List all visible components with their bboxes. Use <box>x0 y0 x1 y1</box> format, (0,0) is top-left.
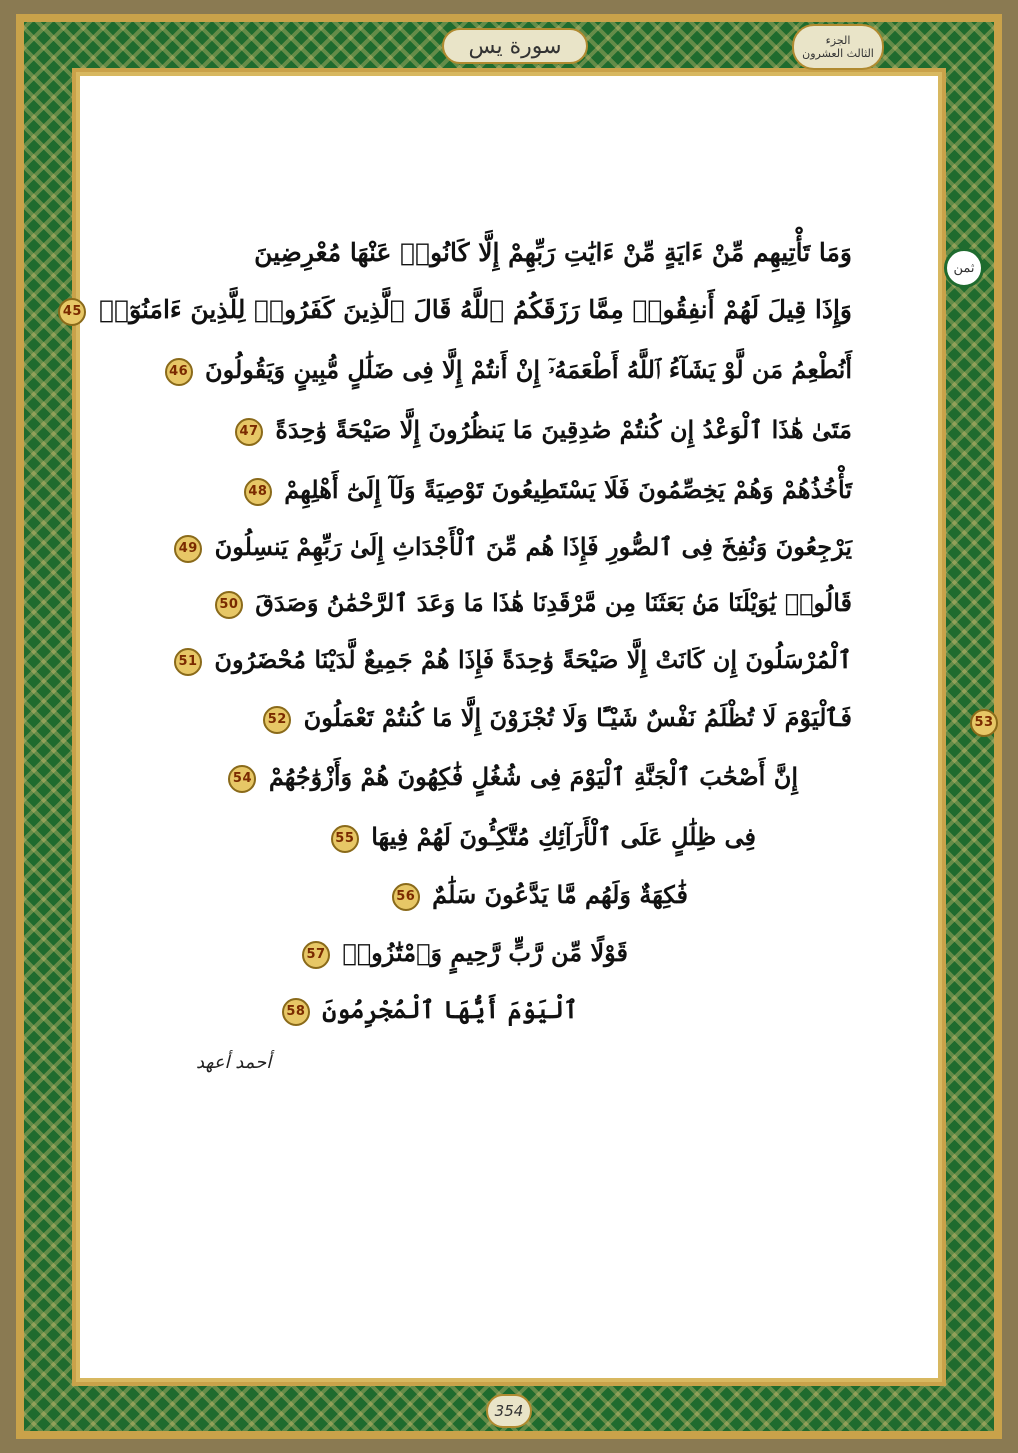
page-number-label: 354 <box>494 1402 524 1420</box>
ayah-number-marker: 57 <box>302 941 330 969</box>
verse-line <box>240 475 852 506</box>
verse-line <box>54 295 852 326</box>
surah-name-cartouche <box>442 28 588 64</box>
verse-line <box>327 822 756 853</box>
verse-text: قَالُوا۟ يَٰوَيْلَنَا مَنۢ بَعَثَنَا مِن مَّرْقَدِنَا هَٰذَا مَا وَعَدَ ٱلرَّحْمَٰنُ وَصَدَقَ <box>255 588 852 617</box>
ayah-number-marker: 50 <box>215 591 243 619</box>
ayah-number-marker: 53 <box>970 709 998 737</box>
verse-line <box>170 532 852 563</box>
verse-text: فِى ظِلَٰلٍ عَلَى ٱلْأَرَآئِكِ مُتَّكِـُٔونَ لَهُمْ فِيهَا <box>371 822 756 851</box>
verse-text: تَأْخُذُهُمْ وَهُمْ يَخِصِّمُونَ فَلَا يَسْتَطِيعُونَ تَوْصِيَةً وَلَآ إِلَىٰٓ أَهْلِهِمْ <box>284 475 852 504</box>
ayah-number-marker: 58 <box>282 998 310 1026</box>
ayah-number-marker: 47 <box>235 418 263 446</box>
ayah-number-marker: 48 <box>244 478 272 506</box>
verse-line <box>161 355 852 386</box>
ayah-number-marker: 51 <box>174 648 202 676</box>
verse-text: قَوْلًا مِّن رَّبٍّ رَّحِيمٍ وَٱمْتَٰزُوا۟ <box>342 938 628 967</box>
verse-line <box>298 938 628 969</box>
ayah-number-marker: 55 <box>331 825 359 853</box>
verse-line <box>231 415 852 446</box>
verse-line <box>224 762 798 793</box>
ayah-number-marker: 46 <box>165 358 193 386</box>
verse-text: مَتَىٰ هَٰذَا ٱلْوَعْدُ إِن كُنتُمْ صَٰدِقِينَ مَا يَنظُرُونَ إِلَّا صَيْحَةً وَٰحِدَةً <box>275 415 852 444</box>
juz-label: الجزء <box>825 34 851 47</box>
ayah-number-marker: 54 <box>228 765 256 793</box>
hizb-marker-label: ثمن <box>953 260 975 276</box>
ayah-number-marker: 56 <box>392 883 420 911</box>
juz-cartouche <box>792 24 884 70</box>
verse-text: وَمَا تَأْتِيهِم مِّنْ ءَايَةٍ مِّنْ ءَايَٰتِ رَبِّهِمْ إِلَّا كَانُوا۟ عَنْهَا مُعْرِضِينَ <box>254 238 852 267</box>
verse-text: ٱلْمُرْسَلُونَ إِن كَانَتْ إِلَّا صَيْحَةً وَٰحِدَةً فَإِذَا هُمْ جَمِيعٌ لَّدَيْنَا مُحْضَرُونَ <box>214 645 852 674</box>
ayah-number-marker: 49 <box>174 535 202 563</box>
ayah-number-marker: 45 <box>58 298 86 326</box>
verse-text: فَٱلْيَوْمَ لَا تُظْلَمُ نَفْسٌ شَيْـًٔا وَلَا تُجْزَوْنَ إِلَّا مَا كُنتُمْ تَعْمَلُونَ <box>303 703 852 732</box>
verse-text: ٱلْيَوْمَ أَيُّهَا ٱلْمُجْرِمُونَ <box>322 995 578 1024</box>
juz-number: الثالث العشرون <box>802 47 874 60</box>
verse-line <box>170 645 852 676</box>
verse-line <box>388 880 688 911</box>
verse-text: وَإِذَا قِيلَ لَهُمْ أَنفِقُوا۟ مِمَّا رَزَقَكُمُ ٱللَّهُ قَالَ ٱلَّذِينَ كَفَرُوا۟ لِلَّذِينَ ءَامَنُوٓا۟ <box>99 295 852 324</box>
verse-text: يَرْجِعُونَ وَنُفِخَ فِى ٱلصُّورِ فَإِذَا هُم مِّنَ ٱلْأَجْدَاثِ إِلَىٰ رَبِّهِمْ يَنسِلُونَ <box>214 532 852 561</box>
hizb-marker <box>944 248 984 288</box>
verse-text: فَٰكِهَةٌ وَلَهُم مَّا يَدَّعُونَ سَلَٰمٌ <box>432 880 688 909</box>
verse-text: أَنُطْعِمُ مَن لَّوْ يَشَآءُ ٱللَّهُ أَطْعَمَهُۥٓ إِنْ أَنتُمْ إِلَّا فِى ضَلَٰلٍ مُّبِينٍ وَيَقُولُونَ <box>204 355 852 384</box>
verse-line <box>259 703 994 734</box>
surah-name: سورة يس <box>468 33 562 59</box>
verse-line <box>254 238 852 267</box>
verse-line <box>211 588 852 619</box>
page-number <box>486 1394 532 1428</box>
verse-text: إِنَّ أَصْحَٰبَ ٱلْجَنَّةِ ٱلْيَوْمَ فِى شُغُلٍ فَٰكِهُونَ هُمْ وَأَزْوَٰجُهُمْ <box>268 762 798 791</box>
ayah-number-marker: 52 <box>263 706 291 734</box>
calligrapher-signature: أحمد أعهد <box>196 1052 272 1073</box>
verse-line <box>278 995 578 1026</box>
